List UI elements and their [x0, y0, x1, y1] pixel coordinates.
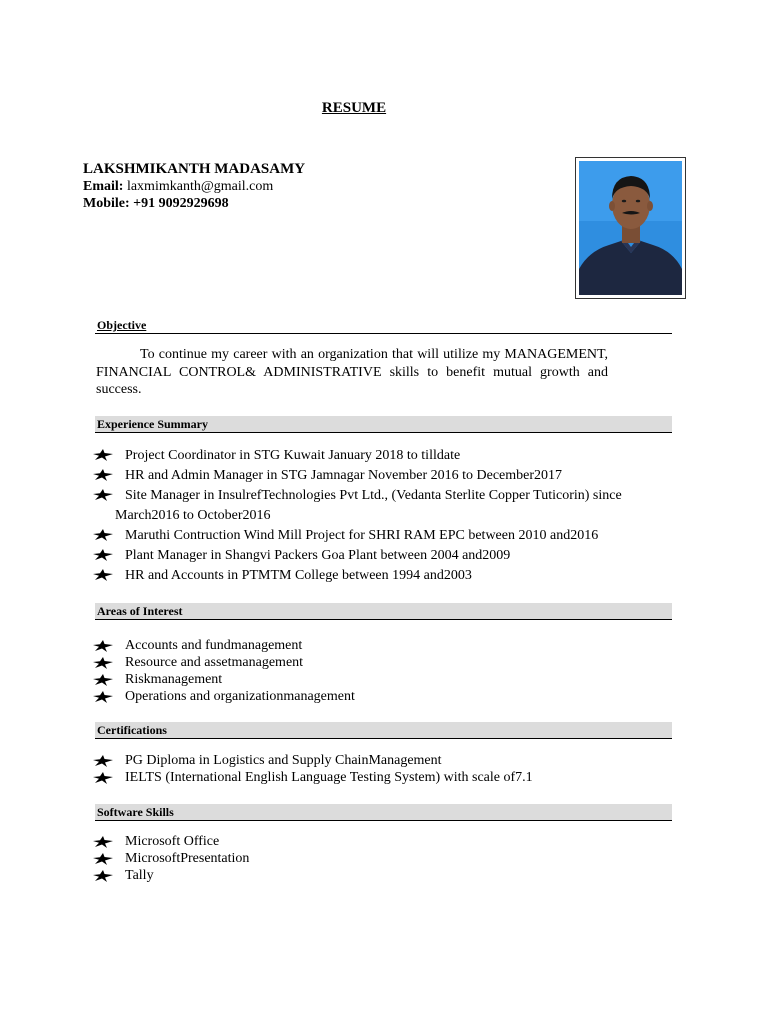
email-label: Email: [83, 179, 124, 194]
list-item: Project Coordinator in STG Kuwait January 2018 to tilldate [93, 446, 653, 466]
list-item: Site Manager in InsulrefTechnologies Pvt Ltd., (Vedanta Sterlite Copper Tuticorin) since March2016 to October2016 [93, 486, 653, 526]
list-item: Operations and organizationmanagement [93, 688, 653, 705]
section-heading-experience: Experience Summary [95, 416, 672, 433]
certifications-list [93, 752, 653, 786]
star-bullet-icon [93, 654, 113, 670]
section-heading-interest: Areas of Interest [95, 603, 672, 620]
list-item: Riskmanagement [93, 671, 653, 688]
objective-text: To continue my career with an organization that will utilize my MANAGEMENT, FINANCIAL CONTROL& ADMINISTRATIVE skills to benefit mutual growth and success. [96, 347, 608, 397]
list-item: IELTS (International English Language Testing System) with scale of7.1 [93, 769, 653, 786]
star-bullet-icon [93, 671, 113, 687]
section-heading-software: Software Skills [95, 804, 672, 821]
email-line [83, 179, 273, 195]
experience-list [93, 446, 653, 586]
list-item: Microsoft Office [93, 833, 653, 850]
star-bullet-icon [93, 769, 113, 785]
list-item: Accounts and fundmanagement [93, 637, 653, 654]
list-item: Maruthi Contruction Wind Mill Project for SHRI RAM EPC between 2010 and2016 [93, 526, 653, 546]
list-item: MicrosoftPresentation [93, 850, 653, 867]
candidate-name: LAKSHMIKANTH MADASAMY [83, 161, 306, 177]
section-heading-certifications: Certifications [95, 722, 672, 739]
star-bullet-icon [93, 637, 113, 653]
interest-list [93, 637, 653, 705]
star-bullet-icon [93, 867, 113, 883]
star-bullet-icon [93, 526, 113, 542]
mobile-line [83, 196, 229, 212]
star-bullet-icon [93, 446, 113, 462]
list-item-continuation: March2016 to October2016 [115, 508, 271, 523]
software-list [93, 833, 653, 884]
list-item: Resource and assetmanagement [93, 654, 653, 671]
star-bullet-icon [93, 566, 113, 582]
email-value[interactable]: laxmimkanth@gmail.com [126, 179, 274, 194]
star-bullet-icon [93, 546, 113, 562]
list-item: HR and Admin Manager in STG Jamnagar November 2016 to December2017 [93, 466, 653, 486]
list-item: Plant Manager in Shangvi Packers Goa Plant between 2004 and2009 [93, 546, 653, 566]
star-bullet-icon [93, 466, 113, 482]
mobile-value: +91 9092929698 [133, 196, 229, 211]
star-bullet-icon [93, 850, 113, 866]
mobile-label: Mobile: [83, 196, 130, 211]
star-bullet-icon [93, 833, 113, 849]
profile-photo-image [579, 161, 682, 295]
resume-title: RESUME [321, 100, 387, 116]
star-bullet-icon [93, 688, 113, 704]
list-item: HR and Accounts in PTMTM College between 1994 and2003 [93, 566, 653, 586]
star-bullet-icon [93, 486, 113, 502]
section-heading-objective: Objective [95, 317, 672, 334]
star-bullet-icon [93, 752, 113, 768]
list-item: PG Diploma in Logistics and Supply ChainManagement [93, 752, 653, 769]
profile-photo [575, 157, 686, 299]
list-item: Tally [93, 867, 653, 884]
